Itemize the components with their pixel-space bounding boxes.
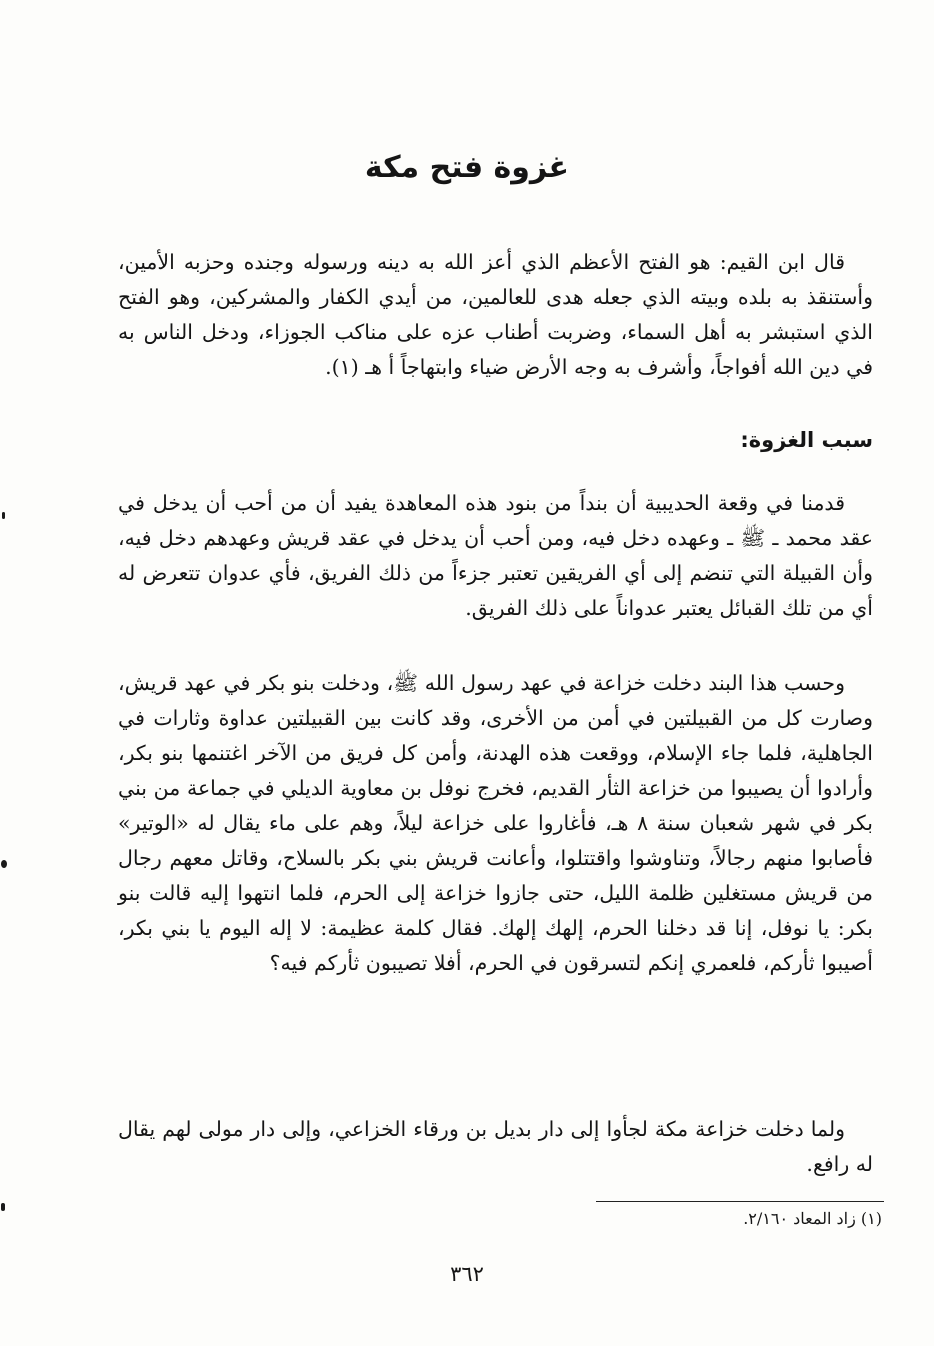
cause-paragraph-3: ولما دخلت خزاعة مكة لجأوا إلى دار بديل بن ورقاء الخزاعي، وإلى دار مولى لهم يقال له رافع.: [118, 1117, 873, 1176]
page-number: ٣٦٢: [450, 1262, 484, 1286]
chapter-title: غزوة فتح مكة: [364, 150, 570, 185]
cause-paragraph-2: وحسب هذا البند دخلت خزاعة في عهد رسول الله ﷺ، ودخلت بنو بكر في عهد قريش، وصارت كل من القبيلتين في أمن من الأخرى، وقد كانت بين القبيلتين عداوة وثارات في الجاهلية، فلما جاء الإسلام، ووقعت هذه الهدنة، وأمن كل فريق من الآخر اغتنمها بنو بكر، وأرادوا أن يصيبوا من خزاعة الثأر القديم، فخرج نوفل بن معاوية الديلي في جماعة من بني بكر في شهر شعبان سنة ٨ هـ، فأغاروا على خزاعة ليلاً، وهم على ماء يقال له «الوتير» فأصابوا منهم رجالاً، وتناوشوا واقتتلوا، وأعانت قريش بني بكر بالسلاح، وقاتل معهم رجال من قريش مستغلين ظلمة الليل، حتى جازوا خزاعة إلى الحرم، فلما انتهوا إليه قالت بنو بكر: يا نوفل، إنا قد دخلنا الحرم، إلهك إلهك. فقال كلمة عظيمة: لا إله اليوم يا بني بكر، أصيبوا ثأركم، فلعمري إنكم لتسرقون في الحرم، أفلا تصيبون ثأركم فيه؟: [118, 671, 873, 975]
scan-speck: [2, 512, 5, 519]
footnote-divider: [596, 1201, 884, 1202]
cause-paragraph-1: قدمنا في وقعة الحديبية أن بنداً من بنود هذه المعاهدة يفيد أن من أحب أن يدخل في عقد محمد ـ ﷺ ـ وعهده دخل فيه، ومن أحب أن يدخل في عقد قريش وعهدهم دخل فيه، وأن القبيلة التي تنضم إلى أي الفريقين تعتبر جزءاً من ذلك الفريق، فأي عدوان تتعرض له أي من تلك القبائل يعتبر عدواناً على ذلك الفريق.: [118, 491, 873, 620]
intro-paragraph: قال ابن القيم: هو الفتح الأعظم الذي أعز الله به دينه ورسوله وجنده وحزبه الأمين، وأستنقذ به بلده وبيته الذي جعله هدى للعالمين، من أيدي الكفار والمشركين، وهو الفتح الذي استبشر به أهل السماء، وضربت أطناب عزه على مناكب الجوزاء، ودخل الناس به في دين الله أفواجاً، وأشرف به وجه الأرض ضياء وابتهاجاً أ هـ (١).: [118, 250, 873, 379]
scan-speck: [1, 860, 7, 868]
footnote: (١) زاد المعاد ٢/١٦٠.: [743, 1209, 882, 1228]
scan-speck: [1, 1203, 5, 1211]
section-heading: سبب الغزوة:: [740, 428, 873, 452]
